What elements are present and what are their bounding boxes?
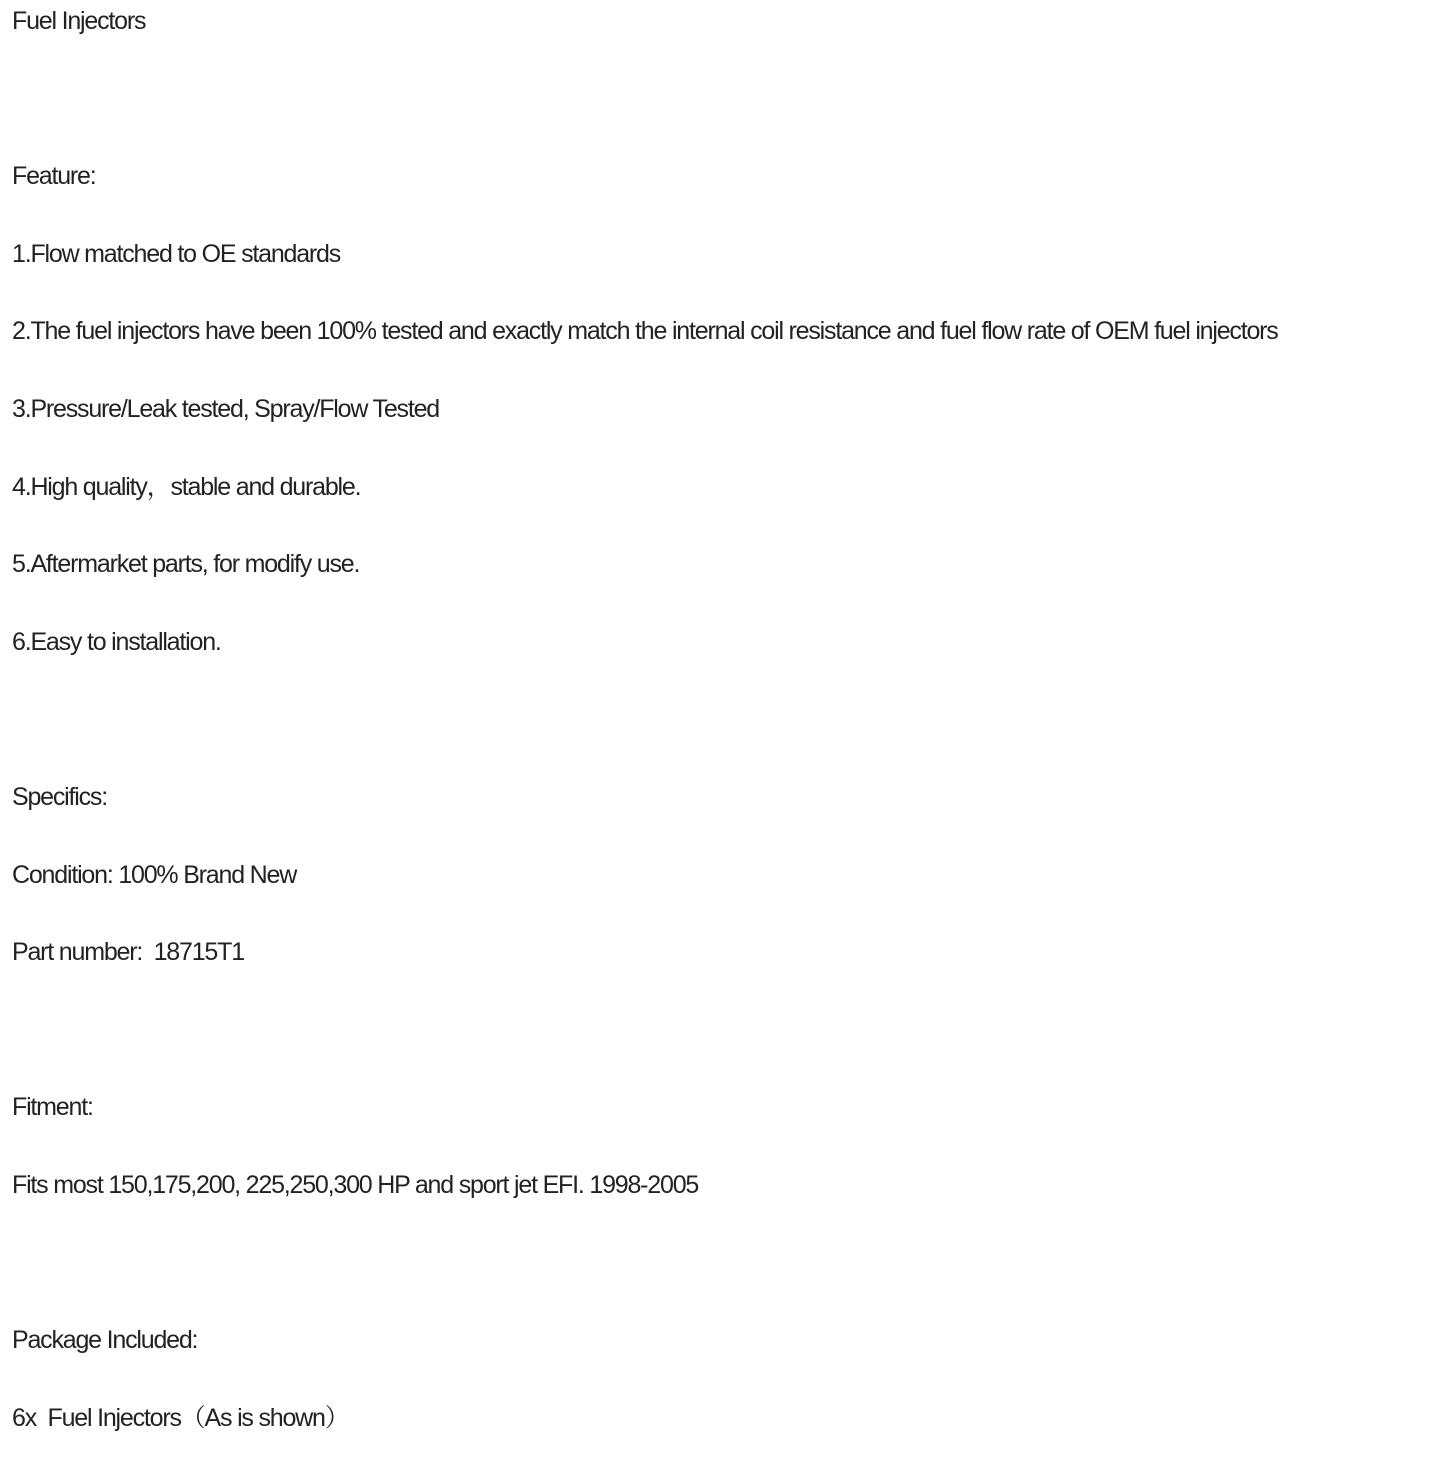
feature-item-4: 4.High quality，stable and durable. <box>12 472 361 501</box>
specifics-heading: Specifics: <box>12 782 107 811</box>
feature-item-5: 5.Aftermarket parts, for modify use. <box>12 550 360 579</box>
feature-heading: Feature: <box>12 162 96 191</box>
package-included-text: 6x Fuel Injectors（As is shown） <box>12 1403 349 1432</box>
blank-line <box>12 1225 1445 1303</box>
feature-item-1: 1.Flow matched to OE standards <box>12 239 341 268</box>
blank-line <box>12 61 1445 139</box>
fitment-text: Fits most 150,175,200, 225,250,300 HP and sport jet EFI. 1998-2005 <box>12 1170 699 1199</box>
blank-line <box>12 992 1445 1070</box>
document-title: Fuel Injectors <box>12 7 146 35</box>
fitment-heading: Fitment: <box>12 1093 93 1122</box>
blank-line <box>12 681 1445 759</box>
product-description-document <box>12 0 1445 1457</box>
package-included-heading: Package Included: <box>12 1326 198 1355</box>
feature-item-3: 3.Pressure/Leak tested, Spray/Flow Tested <box>12 394 439 423</box>
specifics-condition: Condition: 100% Brand New <box>12 860 297 889</box>
specifics-part-number: Part number: 18715T1 <box>12 938 244 967</box>
feature-item-2: 2.The fuel injectors have been 100% tested and exactly match the internal coil resistance and fuel flow rate of OEM fuel injectors <box>12 317 1278 346</box>
feature-item-6: 6.Easy to installation. <box>12 627 221 656</box>
